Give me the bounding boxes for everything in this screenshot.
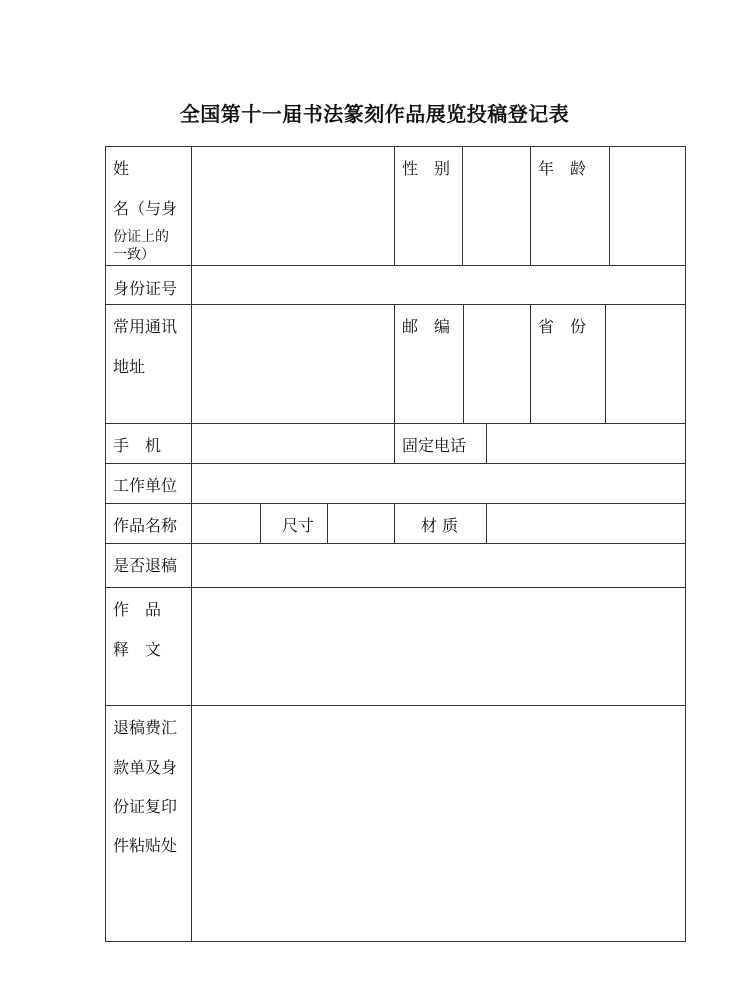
address-label-line2: 地址 <box>113 357 146 376</box>
name-label-line4: 一致） <box>113 247 155 263</box>
address-label-line1: 常用通讯 <box>113 317 178 336</box>
col-divider <box>260 503 261 543</box>
col-divider <box>394 503 395 543</box>
form-title: 全国第十一届书法篆刻作品展览投稿登记表 <box>179 102 570 126</box>
age-label: 年 龄 <box>538 159 587 178</box>
postcode-label: 邮 编 <box>402 317 451 336</box>
address-field[interactable] <box>192 305 394 423</box>
return-field[interactable] <box>192 544 685 587</box>
size-field[interactable] <box>328 504 394 543</box>
paste-label-line4: 件粘贴处 <box>113 836 178 855</box>
landline-field[interactable] <box>487 424 685 463</box>
province-field[interactable] <box>606 305 685 423</box>
table-border-left <box>105 146 106 942</box>
name-label-line1: 姓 <box>113 159 130 178</box>
material-field[interactable] <box>487 504 685 543</box>
paste-label-line2: 款单及身 <box>113 758 178 777</box>
transcription-field[interactable] <box>192 588 685 705</box>
id-number-field[interactable] <box>192 266 685 304</box>
name-label-line2: 名（与身 <box>113 199 178 218</box>
name-field[interactable] <box>192 147 394 265</box>
landline-label: 固定电话 <box>402 436 467 455</box>
paste-area[interactable] <box>192 706 685 941</box>
age-field[interactable] <box>610 147 685 265</box>
name-label-line3: 份证上的 <box>113 229 169 245</box>
employer-field[interactable] <box>192 464 685 503</box>
return-label: 是否退稿 <box>113 556 178 575</box>
id-number-label: 身份证号 <box>113 279 178 298</box>
gender-label: 性 别 <box>402 159 451 178</box>
province-label: 省 份 <box>538 317 587 336</box>
transcription-label-line1: 作 品 <box>113 600 162 619</box>
paste-label-line3: 份证复印 <box>113 797 178 816</box>
transcription-label-line2: 释 文 <box>113 640 162 659</box>
employer-label: 工作单位 <box>113 476 178 495</box>
registration-form-table <box>105 146 686 942</box>
paste-label-line1: 退稿费汇 <box>113 718 178 737</box>
work-title-field[interactable] <box>192 504 260 543</box>
col-divider <box>530 304 531 423</box>
col-divider <box>394 146 395 265</box>
size-label: 尺寸 <box>282 516 315 535</box>
col-divider <box>394 423 395 463</box>
col-divider <box>530 146 531 265</box>
gender-field[interactable] <box>463 147 530 265</box>
table-border-bottom <box>105 941 686 942</box>
mobile-label: 手 机 <box>113 436 162 455</box>
postcode-field[interactable] <box>464 305 530 423</box>
table-border-right <box>685 146 686 942</box>
work-title-label: 作品名称 <box>113 516 178 535</box>
mobile-field[interactable] <box>192 424 394 463</box>
col-divider <box>394 304 395 423</box>
material-label: 材 质 <box>421 516 459 535</box>
